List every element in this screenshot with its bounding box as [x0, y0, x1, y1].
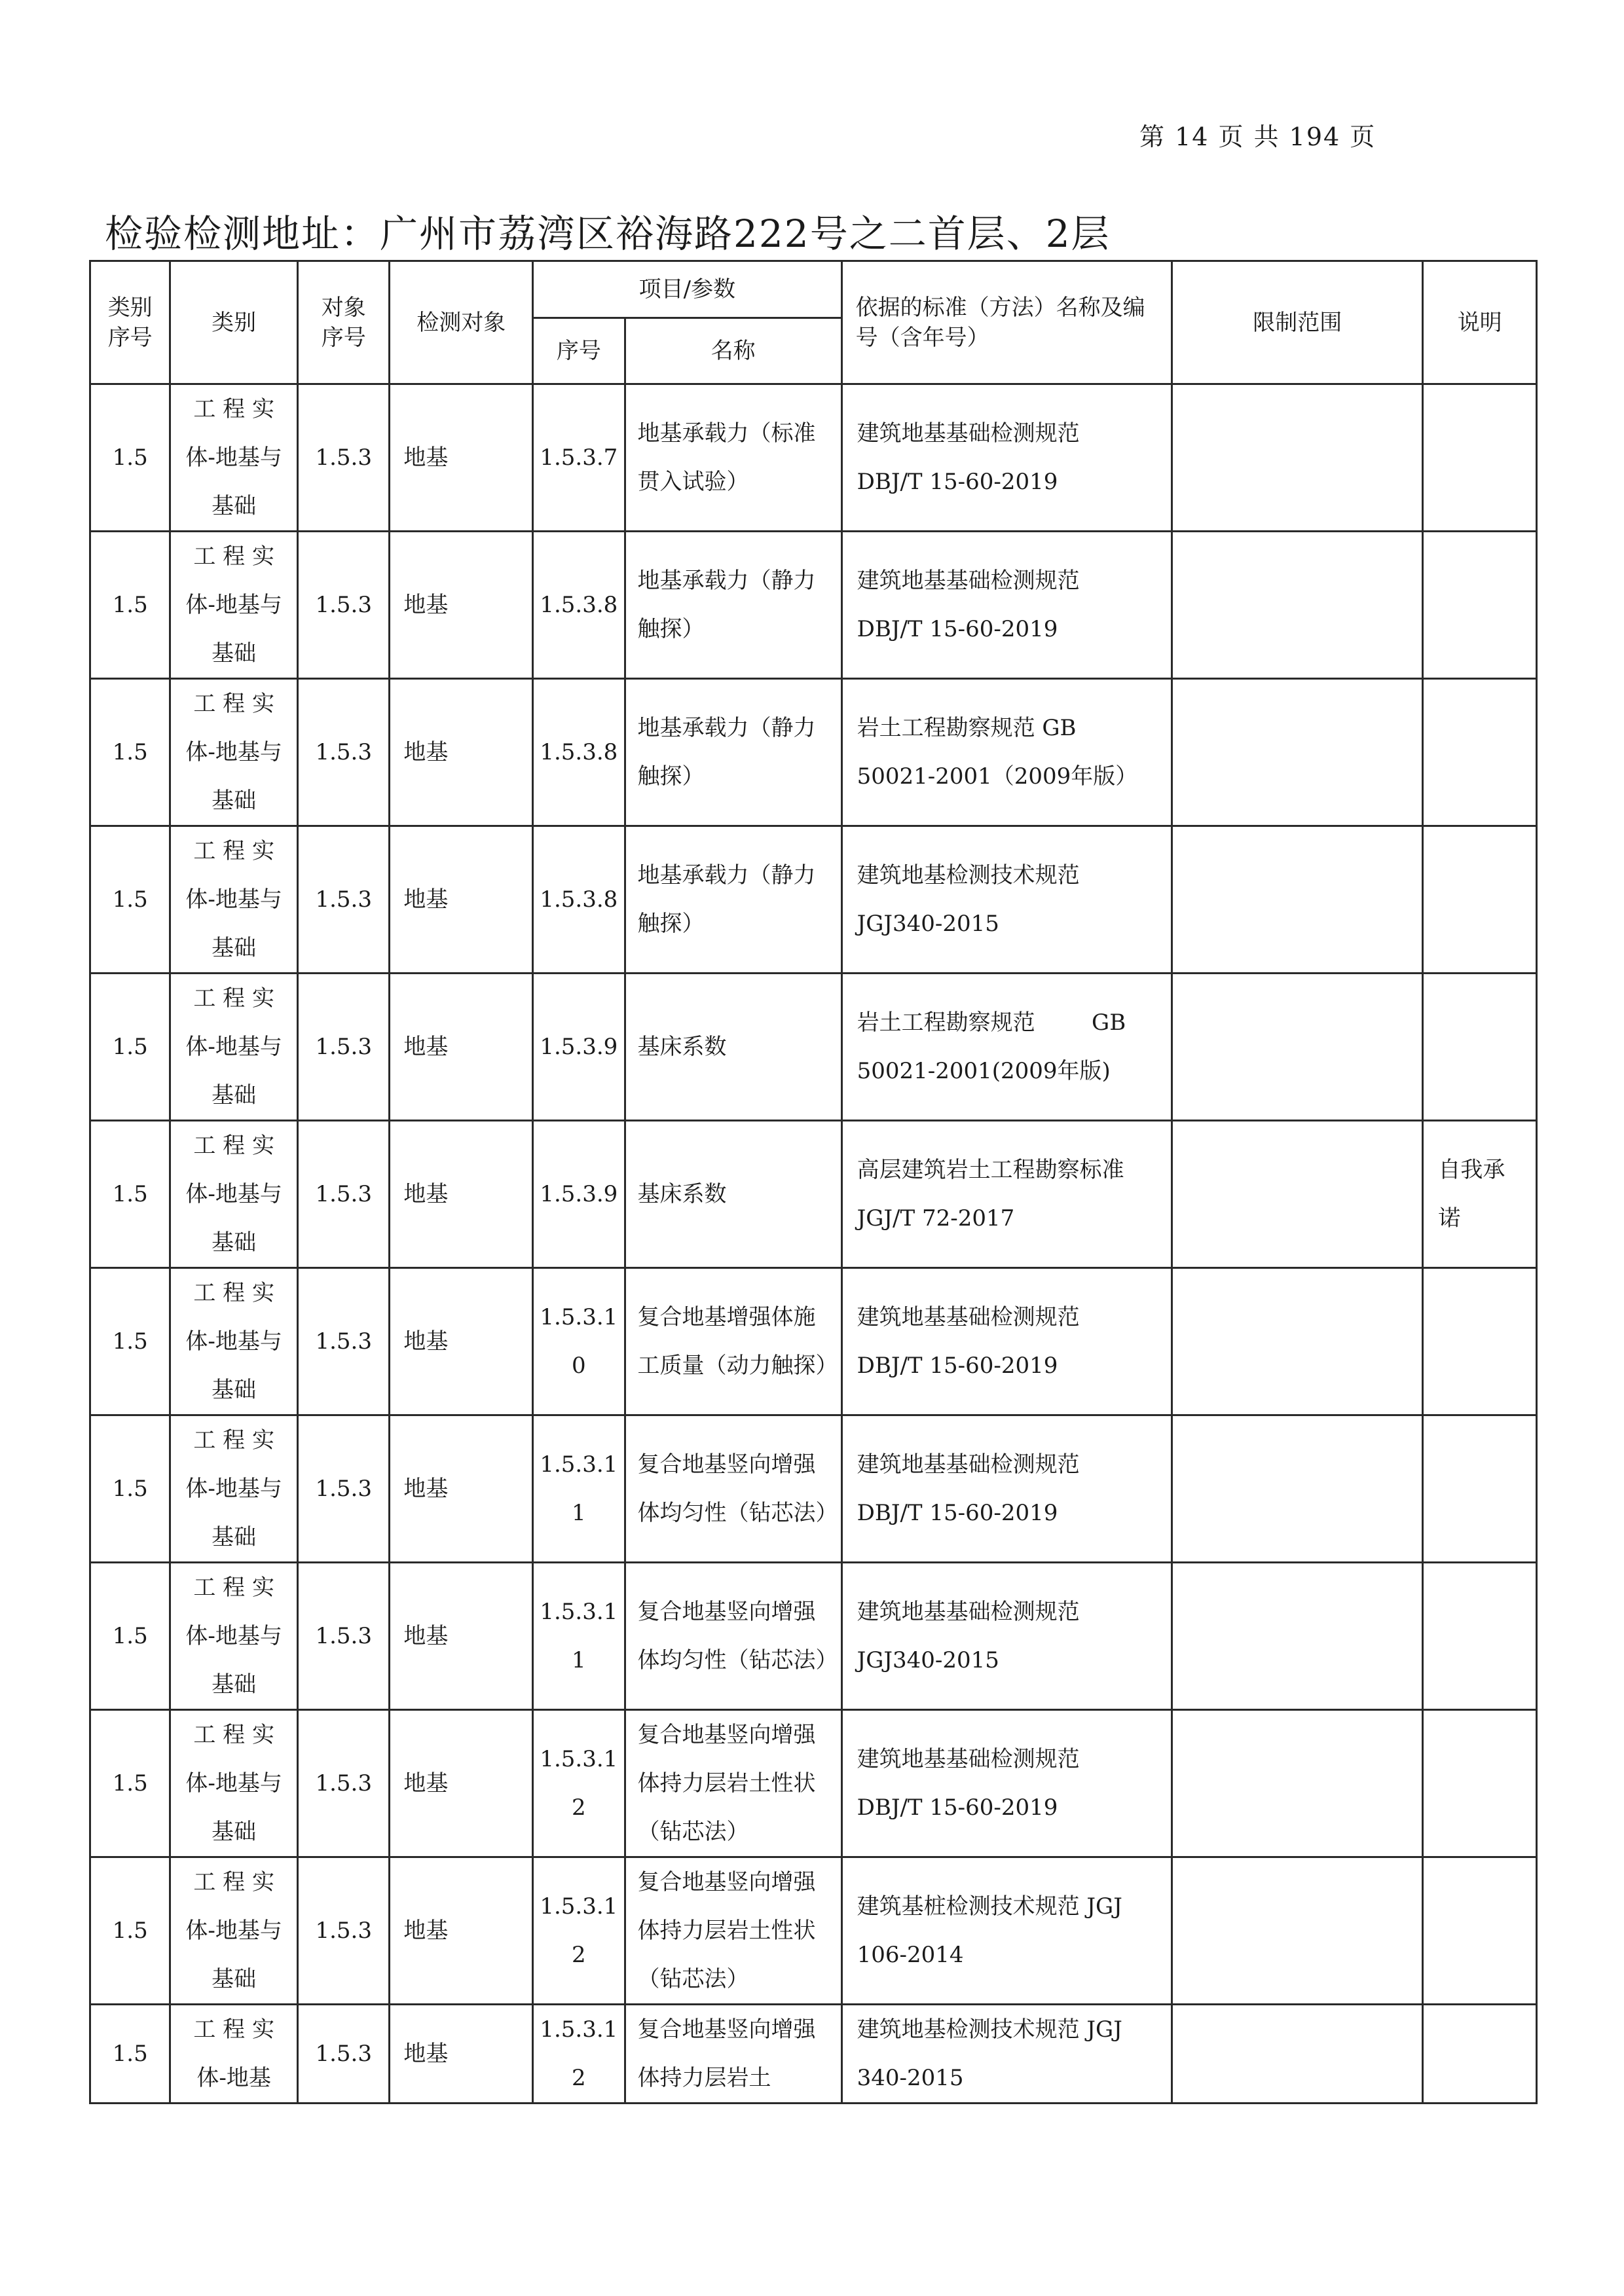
cell-object: 地基 [390, 1710, 533, 1857]
cell-standard [841, 826, 1172, 974]
cell-standard [841, 384, 1172, 532]
cell-seq: 1.5.3.12 [533, 2005, 625, 2104]
standard-line: 建筑地基基础检测规范 [857, 1599, 1080, 1625]
cell-note [1423, 1710, 1537, 1857]
cell-object-no: 1.5.3 [297, 1121, 389, 1268]
header-object: 检测对象 [390, 261, 533, 384]
cell-object: 地基 [390, 974, 533, 1121]
cell-limit [1172, 1415, 1423, 1563]
cell-object: 地基 [390, 384, 533, 532]
header-seq: 序号 [533, 318, 625, 384]
cell-seq: 1.5.3.9 [533, 1121, 625, 1268]
standard-line: DBJ/T 15-60-2019 [857, 1353, 1058, 1379]
table-row [90, 1268, 1537, 1415]
cell-note [1423, 1268, 1537, 1415]
cell-item-name: 复合地基竖向增强体持力层岩土 [625, 2005, 841, 2104]
standard-line: 106-2014 [857, 1942, 964, 1968]
cell-note [1423, 2005, 1537, 2104]
cell-object: 地基 [390, 2005, 533, 2104]
cell-category-no: 1.5 [90, 532, 170, 679]
cell-item-name: 地基承载力（静力触探） [625, 532, 841, 679]
cell-object-no: 1.5.3 [297, 1710, 389, 1857]
header-standard: 依据的标准（方法）名称及编号（含年号） [841, 261, 1172, 384]
cell-standard [841, 532, 1172, 679]
header-category-no: 类别序号 [90, 261, 170, 384]
table-row [90, 826, 1537, 974]
table-row [90, 1563, 1537, 1710]
cell-limit [1172, 974, 1423, 1121]
cell-object-no: 1.5.3 [297, 384, 389, 532]
cell-seq: 1.5.3.7 [533, 384, 625, 532]
standard-line: JGJ/T 72-2017 [857, 1205, 1015, 1231]
standard-line: 340-2015 [857, 2065, 964, 2091]
standard-line: 50021-2001(2009年版) [857, 1058, 1111, 1084]
cell-standard [841, 1268, 1172, 1415]
cell-item-name: 复合地基竖向增强体均匀性（钻芯法） [625, 1415, 841, 1563]
header-limit: 限制范围 [1172, 261, 1423, 384]
cell-object-no: 1.5.3 [297, 1563, 389, 1710]
cell-category: 工 程 实 体-地基与基础 [170, 1563, 298, 1710]
cell-category: 工 程 实 体-地基与基础 [170, 384, 298, 532]
cell-object-no: 1.5.3 [297, 2005, 389, 2104]
cell-limit [1172, 532, 1423, 679]
cell-category-no: 1.5 [90, 1857, 170, 2005]
cell-note [1423, 532, 1537, 679]
cell-seq: 1.5.3.9 [533, 974, 625, 1121]
cell-seq: 1.5.3.11 [533, 1415, 625, 1563]
standard-line: 高层建筑岩土工程勘察标准 [857, 1157, 1124, 1183]
cell-category: 工 程 实 体-地基与基础 [170, 1710, 298, 1857]
cell-limit [1172, 1121, 1423, 1268]
cell-note [1423, 1563, 1537, 1710]
cell-category-no: 1.5 [90, 2005, 170, 2104]
cell-standard [841, 1710, 1172, 1857]
page-number: 第 14 页 共 194 页 [1139, 122, 1376, 151]
table-row [90, 532, 1537, 679]
cell-category-no: 1.5 [90, 1710, 170, 1857]
cell-limit [1172, 1710, 1423, 1857]
cell-category-no: 1.5 [90, 974, 170, 1121]
cell-object-no: 1.5.3 [297, 679, 389, 826]
cell-item-name: 基床系数 [625, 974, 841, 1121]
cell-category-no: 1.5 [90, 679, 170, 826]
inspection-scope-table [89, 260, 1538, 2104]
cell-note [1423, 384, 1537, 532]
standard-line: 建筑地基基础检测规范 [857, 1304, 1080, 1330]
header-name: 名称 [625, 318, 841, 384]
cell-item-name: 基床系数 [625, 1121, 841, 1268]
cell-category: 工 程 实 体-地基与基础 [170, 532, 298, 679]
cell-category: 工 程 实 体-地基 [170, 2005, 298, 2104]
standard-line: 建筑地基基础检测规范 [857, 1746, 1080, 1772]
cell-category: 工 程 实 体-地基与基础 [170, 679, 298, 826]
cell-object: 地基 [390, 532, 533, 679]
cell-object-no: 1.5.3 [297, 826, 389, 974]
cell-object: 地基 [390, 1268, 533, 1415]
standard-line: DBJ/T 15-60-2019 [857, 469, 1058, 495]
cell-category-no: 1.5 [90, 1121, 170, 1268]
cell-note: 自我承诺 [1423, 1121, 1537, 1268]
cell-item-name: 复合地基竖向增强体持力层岩土性状（钻芯法） [625, 1710, 841, 1857]
cell-seq: 1.5.3.12 [533, 1710, 625, 1857]
cell-category: 工 程 实 体-地基与基础 [170, 1415, 298, 1563]
cell-object: 地基 [390, 826, 533, 974]
standard-line: 建筑地基检测技术规范 [857, 862, 1080, 888]
cell-limit [1172, 384, 1423, 532]
table-row [90, 1710, 1537, 1857]
table-row [90, 2005, 1537, 2104]
cell-category: 工 程 实 体-地基与基础 [170, 1857, 298, 2005]
cell-note [1423, 679, 1537, 826]
standard-line: 建筑基桩检测技术规范 JGJ [857, 1893, 1122, 1920]
standard-line: 岩土工程勘察规范 GB [857, 1010, 1126, 1036]
cell-note [1423, 1857, 1537, 2005]
cell-standard [841, 1857, 1172, 2005]
standard-line: JGJ340-2015 [857, 1647, 999, 1673]
standard-line: 建筑地基基础检测规范 [857, 1451, 1080, 1478]
cell-standard [841, 2005, 1172, 2104]
cell-object-no: 1.5.3 [297, 974, 389, 1121]
cell-item-name: 地基承载力（静力触探） [625, 679, 841, 826]
cell-object: 地基 [390, 679, 533, 826]
standard-line: 建筑地基基础检测规范 [857, 568, 1080, 594]
standard-line: 建筑地基基础检测规范 [857, 420, 1080, 446]
standard-line: JGJ340-2015 [857, 911, 999, 937]
header-item-param: 项目/参数 [533, 261, 841, 318]
cell-category: 工 程 实 体-地基与基础 [170, 826, 298, 974]
cell-object-no: 1.5.3 [297, 1415, 389, 1563]
cell-limit [1172, 2005, 1423, 2104]
cell-limit [1172, 679, 1423, 826]
header-object-no: 对象序号 [297, 261, 389, 384]
cell-limit [1172, 1563, 1423, 1710]
header-note: 说明 [1423, 261, 1537, 384]
cell-category-no: 1.5 [90, 1268, 170, 1415]
standard-line: DBJ/T 15-60-2019 [857, 616, 1058, 642]
table-row [90, 384, 1537, 532]
table-row [90, 974, 1537, 1121]
table-row [90, 1415, 1537, 1563]
cell-object-no: 1.5.3 [297, 1268, 389, 1415]
cell-seq: 1.5.3.12 [533, 1857, 625, 2005]
cell-limit [1172, 826, 1423, 974]
table-row [90, 679, 1537, 826]
cell-item-name: 复合地基增强体施工质量（动力触探） [625, 1268, 841, 1415]
cell-limit [1172, 1268, 1423, 1415]
standard-line: 50021-2001（2009年版） [857, 763, 1138, 790]
table-row [90, 1121, 1537, 1268]
standard-line: DBJ/T 15-60-2019 [857, 1500, 1058, 1526]
cell-standard [841, 1415, 1172, 1563]
cell-category-no: 1.5 [90, 1415, 170, 1563]
cell-object: 地基 [390, 1415, 533, 1563]
cell-object: 地基 [390, 1563, 533, 1710]
cell-object-no: 1.5.3 [297, 1857, 389, 2005]
cell-standard [841, 679, 1172, 826]
cell-seq: 1.5.3.8 [533, 679, 625, 826]
cell-limit [1172, 1857, 1423, 2005]
cell-seq: 1.5.3.10 [533, 1268, 625, 1415]
cell-category-no: 1.5 [90, 384, 170, 532]
cell-object-no: 1.5.3 [297, 532, 389, 679]
standard-line: 岩土工程勘察规范 GB [857, 715, 1077, 741]
table-body [90, 384, 1537, 2104]
cell-item-name: 复合地基竖向增强体持力层岩土性状（钻芯法） [625, 1857, 841, 2005]
cell-note [1423, 974, 1537, 1121]
cell-item-name: 地基承载力（静力触探） [625, 826, 841, 974]
standard-line: DBJ/T 15-60-2019 [857, 1795, 1058, 1821]
cell-standard [841, 1121, 1172, 1268]
cell-standard [841, 1563, 1172, 1710]
cell-seq: 1.5.3.8 [533, 532, 625, 679]
header-category: 类别 [170, 261, 298, 384]
cell-object: 地基 [390, 1121, 533, 1268]
cell-standard [841, 974, 1172, 1121]
page-title: 检验检测地址：广州市荔湾区裕海路222号之二首层、2层 [105, 211, 1111, 256]
cell-note [1423, 1415, 1537, 1563]
cell-seq: 1.5.3.8 [533, 826, 625, 974]
cell-category-no: 1.5 [90, 1563, 170, 1710]
cell-category: 工 程 实 体-地基与基础 [170, 1268, 298, 1415]
table-row [90, 1857, 1537, 2005]
cell-seq: 1.5.3.11 [533, 1563, 625, 1710]
cell-object: 地基 [390, 1857, 533, 2005]
cell-category-no: 1.5 [90, 826, 170, 974]
cell-item-name: 地基承载力（标准贯入试验） [625, 384, 841, 532]
standard-line: 建筑地基检测技术规范 JGJ [857, 2016, 1122, 2043]
cell-item-name: 复合地基竖向增强体均匀性（钻芯法） [625, 1563, 841, 1710]
cell-category: 工 程 实 体-地基与基础 [170, 974, 298, 1121]
cell-note [1423, 826, 1537, 974]
cell-category: 工 程 实 体-地基与基础 [170, 1121, 298, 1268]
